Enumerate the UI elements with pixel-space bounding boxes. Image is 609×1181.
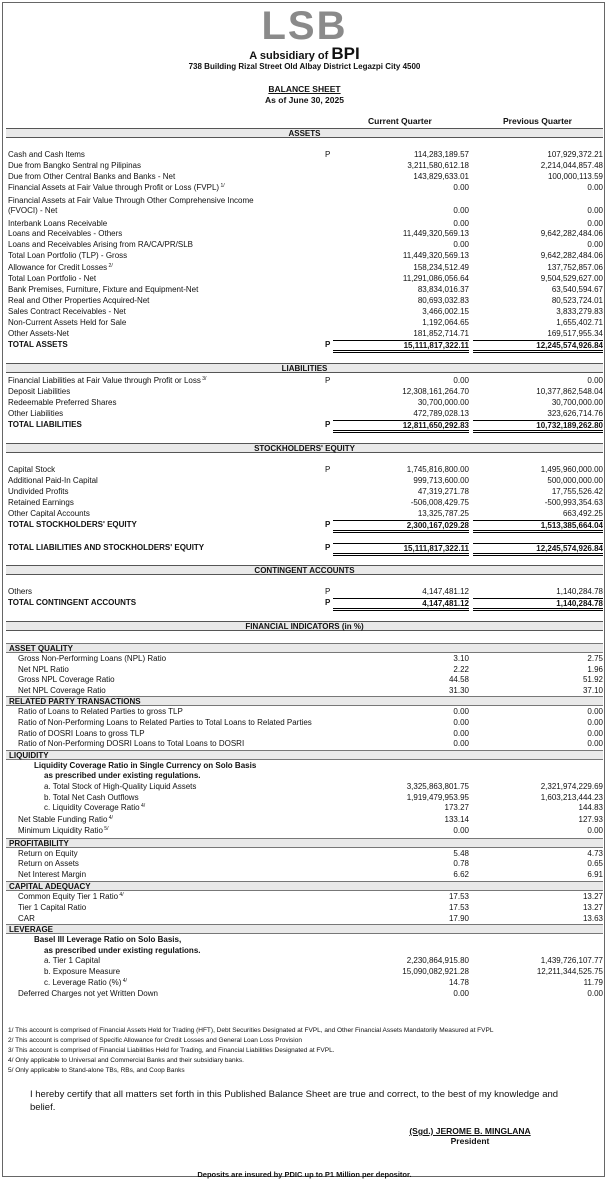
row-label: TOTAL ASSETS [8, 340, 68, 349]
indicator-group-header: LEVERAGE [6, 924, 603, 934]
previous-value: 0.65 [587, 859, 603, 869]
row-label: Ratio of Non-Performing DOSRI Loans to Total Loans to DOSRI [18, 739, 245, 749]
row-label: Return on Assets [18, 859, 79, 869]
table-row [0, 509, 609, 519]
indicator-row [0, 815, 609, 825]
current-value: 133.14 [444, 814, 469, 824]
previous-value: 10,377,862,548.04 [536, 387, 603, 396]
previous-value: 0.00 [587, 376, 603, 385]
previous-value: 51.92 [582, 675, 603, 685]
row-label: Retained Earnings [8, 498, 74, 507]
current-value: 15,111,817,322.11 [333, 340, 469, 353]
table-row [0, 229, 609, 239]
row-label: Net NPL Coverage Ratio [18, 685, 106, 695]
row-label: Loans and Receivables - Others [8, 229, 123, 238]
table-row [0, 161, 609, 171]
section-header-assets: ASSETS [6, 128, 603, 138]
row-label: Ratio of DOSRI Loans to gross TLP [18, 728, 145, 738]
row-label: Net Interest Margin [18, 869, 87, 879]
table-row [0, 476, 609, 486]
row-label: Financial Assets at Fair Value Through Other Comprehensive Income [8, 196, 254, 205]
current-value: 0.00 [453, 707, 469, 717]
row-label: Basel III Leverage Ratio on Solo Basis, [34, 935, 182, 945]
row-label: Others [8, 587, 33, 596]
current-value: 0.00 [453, 206, 469, 215]
row-label: c. Liquidity Coverage Ratio $^{4/}$ [44, 803, 146, 813]
row-label: TOTAL CONTINGENT ACCOUNTS [8, 598, 137, 607]
current-value: 2,230,864,915.80 [406, 956, 469, 966]
previous-value: 9,504,529,627.00 [540, 274, 603, 283]
current-value: 31.30 [448, 685, 469, 695]
current-value: 1,192,064.65 [422, 318, 469, 327]
current-value: 0.00 [453, 183, 469, 192]
row-label: c. Leverage Ratio (%) $^{4/}$ [44, 977, 127, 987]
current-value: 999,713,600.00 [413, 476, 469, 485]
table-row [0, 318, 609, 328]
table-row [0, 285, 609, 295]
footnote-line: 3/ This account is comprised of Financial Liabilities Held for Trading, and Financial Liabilities Designated at FVPL. [8, 1047, 335, 1054]
footnote-line: 1/ This account is comprised of Financial Assets Held for Trading (HFT), Debt Securities Designated at FVPL, and Other Financial Assets Mandatorily Measured at FVPL [8, 1027, 494, 1034]
previous-value: 0.00 [587, 219, 603, 228]
row-label: Due from Bangko Sentral ng Pilipinas [8, 161, 141, 170]
previous-value: 100,000,113.59 [547, 172, 603, 181]
total-row [0, 520, 609, 530]
previous-value: 2,214,044,857.48 [540, 161, 603, 170]
row-label: Gross Non-Performing Loans (NPL) Ratio [18, 654, 167, 663]
indicator-row [0, 859, 609, 869]
currency-symbol: P [325, 376, 331, 385]
subsidiary-line [0, 44, 609, 64]
indicator-group-header: ASSET QUALITY [6, 643, 603, 653]
previous-value: 1,140,284.78 [556, 587, 603, 596]
previous-value: 1,513,385,664.04 [473, 520, 603, 533]
row-label: Due from Other Central Banks and Banks - Net [8, 172, 176, 181]
section-header-liabilities: LIABILITIES [6, 363, 603, 373]
row-label: Net Stable Funding Ratio $^{4/}$ [18, 814, 113, 824]
previous-value: 63,540,594.67 [551, 285, 603, 294]
col-header-previous: Previous Quarter [503, 116, 572, 126]
previous-value: 0.00 [587, 183, 603, 192]
table-row [0, 183, 609, 193]
row-label: CAR [18, 913, 35, 923]
indicator-row [0, 849, 609, 859]
current-value: -506,008,429.75 [410, 498, 469, 507]
row-label: Undivided Profits [8, 487, 69, 496]
indicator-row [0, 665, 609, 675]
indicator-row [0, 729, 609, 739]
table-row [0, 274, 609, 284]
table-row [0, 498, 609, 508]
previous-value: 0.00 [587, 989, 603, 999]
row-label: Liquidity Coverage Ratio in Single Currency on Solo Basis [34, 760, 257, 770]
indicator-group-header: RELATED PARTY TRANSACTIONS [6, 696, 603, 706]
table-row [0, 587, 609, 597]
certification-text: I hereby certify that all matters set forth in this Published Balance Sheet are true and correct, to the best of my knowledge and belief. [30, 1089, 559, 1113]
current-value: 12,811,650,292.83 [333, 420, 469, 433]
table-row [0, 387, 609, 397]
footnote-ref: 4/ [118, 891, 124, 898]
row-label: Bank Premises, Furniture, Fixture and Equipment-Net [8, 285, 199, 294]
current-value: 1,919,479,953.95 [406, 792, 469, 802]
currency-symbol: P [325, 340, 331, 349]
indicator-row [0, 782, 609, 792]
indicator-row [0, 956, 609, 966]
table-row [0, 219, 609, 229]
previous-value: 3,833,279.83 [556, 307, 603, 316]
row-label: Common Equity Tier 1 Ratio $^{4/}$ [18, 891, 124, 901]
bpi-logo: BPI [331, 44, 360, 63]
address: 738 Building Rizal Street Old Albay District Legazpi City 4500 [188, 62, 421, 71]
current-value: 0.00 [453, 826, 469, 836]
current-value: 0.00 [453, 376, 469, 385]
previous-value: 127.93 [578, 814, 603, 824]
current-value: 3,211,580,612.18 [407, 161, 469, 170]
row-label: Cash and Cash Items [8, 150, 85, 159]
subsidiary-text: A subsidiary of [249, 50, 329, 62]
previous-value: 1,603,213,444.23 [540, 792, 603, 802]
current-value: 14.78 [448, 977, 469, 987]
row-label: Loans and Receivables Arising from RA/CA/PR/SLB [8, 240, 193, 249]
current-value: 3,325,863,801.75 [406, 782, 469, 791]
table-row [0, 307, 609, 317]
row-label: Other Liabilities [8, 409, 64, 418]
current-value: 173.27 [444, 803, 469, 813]
footnote-ref: 4/ [121, 977, 127, 984]
row-label: Additional Paid-In Capital [8, 476, 98, 485]
row-label: TOTAL LIABILITIES AND STOCKHOLDERS' EQUITY [8, 543, 205, 552]
signatory-name: (Sgd.) JEROME B. MINGLANA [409, 1126, 531, 1136]
table-row [0, 263, 609, 273]
current-value: 114,283,189.57 [413, 150, 469, 159]
previous-value: 30,700,000.00 [551, 398, 603, 407]
row-label: Other Capital Accounts [8, 509, 90, 518]
current-value: 47,319,271.78 [417, 487, 469, 496]
total-row [0, 598, 609, 608]
previous-value: 323,626,714.76 [547, 409, 603, 418]
previous-value: 0.00 [587, 728, 603, 738]
current-value: 11,291,086,056.64 [402, 274, 469, 283]
indicator-row [0, 707, 609, 717]
previous-value: 1,495,960,000.00 [540, 465, 603, 474]
current-value: 30,700,000.00 [417, 398, 469, 407]
footnote-line: 4/ Only applicable to Universal and Commercial Banks and their subsidiary banks. [8, 1057, 244, 1064]
current-value: 158,234,512.49 [413, 263, 469, 272]
previous-value: 1,140,284.78 [473, 598, 603, 611]
indicator-row [0, 771, 609, 781]
total-row [0, 340, 609, 350]
row-label: Ratio of Non-Performing Loans to Related Parties to Total Loans to Related Parties [18, 718, 312, 727]
row-label: Tier 1 Capital Ratio [18, 903, 87, 912]
col-header-current: Current Quarter [368, 116, 432, 126]
indicator-row [0, 739, 609, 749]
indicator-group-header: PROFITABILITY [6, 838, 603, 848]
previous-value: 80,523,724.01 [551, 296, 603, 305]
table-row [0, 240, 609, 250]
footnote-ref: 4/ [107, 814, 113, 821]
indicator-row [0, 978, 609, 988]
page-title: BALANCE SHEET [268, 84, 341, 94]
indicator-row [0, 675, 609, 685]
current-value: 0.78 [453, 859, 469, 869]
currency-symbol: P [325, 150, 331, 159]
indicator-row [0, 826, 609, 836]
current-value: 44.58 [448, 675, 469, 685]
row-label: b. Exposure Measure [44, 967, 121, 976]
previous-value: 10,732,189,262.80 [473, 420, 603, 433]
grand-total-row [0, 543, 609, 553]
report-date: As of June 30, 2025 [265, 95, 344, 105]
current-value: 17.90 [448, 913, 469, 923]
current-value: 4,147,481.12 [422, 587, 469, 596]
signatory-title: President [450, 1136, 490, 1146]
previous-value: 9,642,282,484.06 [540, 251, 603, 260]
current-value: 3.10 [453, 654, 469, 663]
current-value: 12,308,161,264.70 [402, 387, 469, 396]
current-value: 4,147,481.12 [333, 598, 469, 611]
current-value: 3,466,002.15 [422, 307, 469, 316]
row-label: Financial Assets at Fair Value through Profit or Loss (FVPL) $^{1/}$ [8, 183, 225, 192]
row-label: Minimum Liquidity Ratio $^{5/}$ [18, 826, 109, 836]
previous-value: 0.00 [587, 240, 603, 249]
previous-value: 37.10 [582, 685, 603, 695]
previous-value: 13.63 [582, 913, 603, 923]
row-label: as prescribed under existing regulations. [44, 771, 201, 781]
footnote-line: 5/ Only applicable to Stand-alone TBs, RBs, and Coop Banks [8, 1067, 185, 1074]
previous-value: 12,245,574,926.84 [473, 543, 603, 556]
previous-value: 13.27 [582, 903, 603, 912]
previous-value: 4.73 [587, 848, 603, 858]
indicator-row [0, 989, 609, 999]
previous-value: 0.00 [587, 707, 603, 717]
row-label: Deposit Liabilities [8, 387, 71, 396]
previous-value: 9,642,282,484.06 [540, 229, 603, 238]
currency-symbol: P [325, 598, 331, 607]
signature-block [360, 1126, 580, 1146]
previous-value: 12,245,574,926.84 [473, 340, 603, 353]
previous-value: 6.91 [587, 869, 603, 879]
currency-symbol: P [325, 587, 331, 596]
footnote-ref: 3/ [200, 376, 207, 382]
current-value: 17.53 [448, 891, 469, 901]
currency-symbol: P [325, 520, 331, 529]
current-value: 0.00 [453, 240, 469, 249]
previous-value: 169,517,955.34 [547, 329, 603, 338]
footnote-ref: 5/ [102, 826, 109, 833]
previous-value: 1.96 [587, 664, 603, 674]
row-label: Sales Contract Receivables - Net [8, 307, 126, 316]
previous-value: 0.00 [587, 718, 603, 727]
current-value: 17.53 [448, 903, 469, 912]
indicator-row [0, 903, 609, 913]
current-value: 11,449,320,569.13 [402, 229, 469, 238]
current-value: 15,111,817,322.11 [333, 543, 469, 556]
row-label: Allowance for Credit Losses $^{2/}$ [8, 263, 113, 272]
current-value: 0.00 [453, 728, 469, 738]
row-label: Financial Liabilities at Fair Value through Profit or Loss $^{3/}$ [8, 376, 207, 385]
current-value: 0.00 [453, 989, 469, 999]
pdic-notice: Deposits are insured by PDIC up to P1 Million per depositor. [197, 1170, 412, 1179]
lsb-logo: LSB [261, 4, 348, 48]
row-label: Ratio of Loans to Related Parties to gross TLP [18, 707, 183, 717]
indicator-group-header: CAPITAL ADEQUACY [6, 881, 603, 891]
current-value: 13,325,787.25 [417, 509, 469, 518]
indicator-row [0, 892, 609, 902]
previous-value: 11.79 [583, 977, 603, 987]
total-row [0, 420, 609, 430]
current-value: 83,834,016.37 [417, 285, 469, 294]
currency-symbol: P [325, 465, 331, 474]
row-label: Real and Other Properties Acquired-Net [8, 296, 150, 305]
row-label: Non-Current Assets Held for Sale [8, 318, 127, 327]
row-label: as prescribed under existing regulations. [44, 945, 201, 955]
previous-value: 500,000,000.00 [547, 476, 603, 485]
row-label: TOTAL STOCKHOLDERS' EQUITY [8, 520, 137, 529]
previous-value: 0.00 [587, 739, 603, 749]
previous-value: 0.00 [587, 826, 603, 836]
table-row [0, 409, 609, 419]
indicator-row [0, 967, 609, 977]
row-label: Return on Equity [18, 848, 78, 858]
row-label: Deferred Charges not yet Written Down [18, 989, 158, 999]
table-row [0, 487, 609, 497]
previous-value: 144.83 [578, 803, 603, 813]
footnote-ref: 2/ [107, 263, 113, 269]
previous-value: 1,439,726,107.77 [540, 956, 603, 966]
table-row [0, 296, 609, 306]
indicator-group-header: LIQUIDITY [6, 750, 603, 760]
indicator-row [0, 761, 609, 771]
row-label: Net NPL Ratio [18, 664, 69, 674]
table-row [0, 150, 609, 160]
current-value: 1,745,816,800.00 [406, 465, 469, 474]
footnote-ref: 4/ [139, 803, 146, 810]
row-label: Redeemable Preferred Shares [8, 398, 117, 407]
footnote-line: 2/ This account is comprised of Specific Allowance for Credit Losses and General Loan Loss Provision [8, 1037, 302, 1044]
current-value: 0.00 [453, 219, 469, 228]
row-label: a. Tier 1 Capital [44, 956, 101, 966]
indicator-row [0, 803, 609, 813]
indicator-row [0, 870, 609, 880]
row-label: Interbank Loans Receivable [8, 219, 108, 228]
previous-value: 0.00 [587, 206, 603, 215]
row-label: a. Total Stock of High-Quality Liquid Assets [44, 782, 197, 791]
previous-value: 17,755,526.42 [551, 487, 603, 496]
row-label: Total Loan Portfolio (TLP) - Gross [8, 251, 128, 260]
currency-symbol: P [325, 543, 331, 552]
row-label: TOTAL LIABILITIES [8, 420, 82, 429]
previous-value: 663,492.25 [562, 509, 603, 518]
table-row [0, 172, 609, 182]
previous-value: 1,655,402.71 [556, 318, 603, 327]
table-row [0, 465, 609, 475]
current-value: 472,789,028.13 [413, 409, 469, 418]
table-row [0, 376, 609, 386]
table-row [0, 206, 609, 216]
row-label: (FVOCI) - Net [8, 206, 58, 215]
indicator-row [0, 935, 609, 945]
row-label: Other Assets-Net [8, 329, 69, 338]
footnote-ref: 1/ [219, 183, 225, 189]
indicator-row [0, 946, 609, 956]
current-value: 5.48 [453, 848, 469, 858]
row-label: b. Total Net Cash Outflows [44, 792, 139, 802]
current-value: 2,300,167,029.28 [333, 520, 469, 533]
current-value: 15,090,082,921.28 [402, 967, 469, 976]
current-value: 0.00 [453, 718, 469, 727]
current-value: 143,829,633.01 [413, 172, 469, 181]
previous-value: 107,929,372.21 [547, 150, 603, 159]
table-row [0, 398, 609, 408]
current-value: 11,449,320,569.13 [402, 251, 469, 260]
section-header-indicators: FINANCIAL INDICATORS (in %) [6, 621, 603, 631]
previous-value: 13.27 [582, 891, 603, 901]
row-label: Capital Stock [8, 465, 56, 474]
previous-value: 137,752,857.06 [547, 263, 603, 272]
current-value: 181,852,714.71 [413, 329, 469, 338]
table-row [0, 251, 609, 261]
current-value: 80,693,032.83 [417, 296, 469, 305]
indicator-row [0, 793, 609, 803]
previous-value: 2.75 [587, 654, 603, 663]
row-label: Gross NPL Coverage Ratio [18, 675, 115, 685]
currency-symbol: P [325, 420, 331, 429]
table-row [0, 196, 609, 206]
previous-value: -500,993,354.63 [544, 498, 603, 507]
section-header-contingent: CONTINGENT ACCOUNTS [6, 565, 603, 575]
indicator-row [0, 914, 609, 924]
indicator-row [0, 718, 609, 728]
section-header-equity: STOCKHOLDERS' EQUITY [6, 443, 603, 453]
current-value: 6.62 [453, 869, 469, 879]
current-value: 2.22 [453, 664, 469, 674]
current-value: 0.00 [453, 739, 469, 749]
indicator-row [0, 654, 609, 664]
indicator-row [0, 686, 609, 696]
table-row [0, 329, 609, 339]
row-label: Total Loan Portfolio - Net [8, 274, 97, 283]
previous-value: 12,211,344,525.75 [536, 967, 603, 976]
previous-value: 2,321,974,229.69 [540, 782, 603, 791]
